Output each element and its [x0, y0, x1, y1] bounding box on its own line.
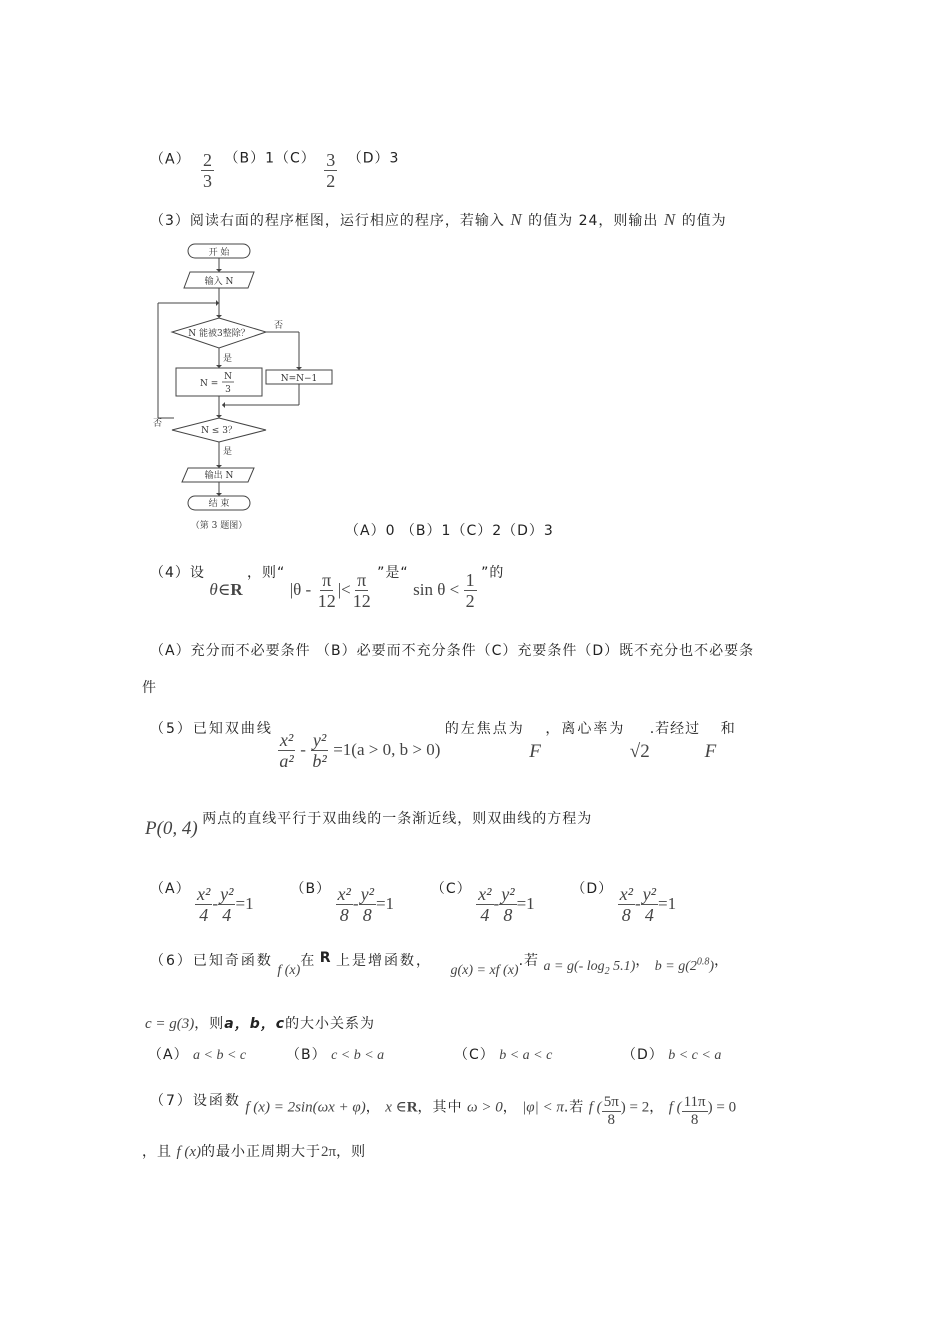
- q2-options: [150, 138, 400, 191]
- q6-option-a: （A） a < b < c: [148, 1047, 247, 1063]
- flow-caption: （第 3 题图）: [190, 521, 248, 531]
- flow-box-divide-lhs: N =: [200, 379, 219, 389]
- q7-5pi-over-8: $\frac{5\pi}{8}$: [603, 1094, 619, 1128]
- q3-label: （3）: [150, 213, 190, 229]
- q4-pi-over-12-b: $\frac{\pi}{12}$: [352, 570, 371, 611]
- q5-x2-over-a2: $\frac{\text{x²}}{\text{a²}}$: [279, 730, 294, 771]
- flow-no-2: 否: [153, 419, 163, 429]
- q2-option-c-label: （C）: [275, 150, 316, 167]
- q6-options: [148, 1044, 762, 1064]
- flow-input: 输入 N: [204, 277, 234, 287]
- q2-option-d-label: （D）: [347, 150, 390, 167]
- q4-options-line1: （A）充分而不必要条件 （B）必要而不充分条件（C）充要条件（D）既不充分也不必要条: [150, 643, 755, 659]
- q5-stem-line1: （5）已知双曲线 $\frac{\text{x²}}{\text{a²}}$ - $\frac{\text{y²}}{\text{b²}}$ =1(a > 0, b > 0) 的左焦点为 F ，离心率为 √2.若经过 F 和: [150, 721, 736, 771]
- flow-decision-le3: N ≤ 3？: [201, 426, 237, 436]
- q3-options: （A）0 （B）1（C）2（D）3: [345, 523, 554, 539]
- q2-option-a-fraction: $\frac{2}{3}$: [203, 150, 213, 191]
- flow-start: 开 始: [208, 248, 230, 258]
- q4-stem: （4）设 θ∈R ，则“ |θ - $\frac{\pi}{12}$ |< $\frac{\pi}{12}$ ”是“ sin θ < $\frac{1}{2}$ ”的: [150, 565, 505, 611]
- q5-options: [150, 878, 707, 925]
- q2-option-b-value: 1: [265, 150, 276, 167]
- q7-stem-line1: （7）设函数 f (x) = 2sin(ωx + φ)， x ∈R，其中 ω > 0， |φ| < π.若 f ( $\frac{5\pi}{8}$ ) = 2， f ( $\frac{11\pi}{8}$ ) = 0: [150, 1093, 737, 1128]
- flow-yes-1: 是: [223, 354, 233, 364]
- flow-end: 结 束: [208, 499, 230, 509]
- q5-option-c: （C） $\frac{\text{x²}}{4}$ - $\frac{\text{y²}}{8}$ =1: [430, 881, 535, 925]
- flow-box-divide-num: N: [224, 372, 232, 382]
- flow-no-1: 否: [274, 321, 284, 331]
- q7-stem-line2: ，且 f (x)的最小正周期大于2π，则: [142, 1144, 367, 1160]
- q5-stem-line2: P(0, 4) 两点的直线平行于双曲线的一条渐近线，则双曲线的方程为: [145, 811, 593, 839]
- q4-options-line2: 件: [142, 680, 157, 696]
- q7-11pi-over-8: $\frac{11\pi}{8}$: [683, 1094, 706, 1128]
- q6-option-d: （D） b < c < a: [622, 1047, 722, 1063]
- q2-option-c-fraction: $\frac{3}{2}$: [326, 150, 336, 191]
- q2-option-a-label: （A）: [150, 151, 191, 168]
- q6-option-b: （B） c < b < a: [286, 1047, 385, 1063]
- flow-output: 输出 N: [204, 471, 234, 481]
- q5-option-b: （B） $\frac{\text{x²}}{8}$ - $\frac{\text{y²}}{8}$ =1: [290, 881, 395, 925]
- q6-option-c: （C） b < a < c: [454, 1047, 553, 1063]
- q6-stem-line2: c = g(3)，则a，b，c的大小关系为: [145, 1016, 376, 1032]
- q5-option-a: （A） $\frac{\text{x²}}{4}$ - $\frac{\text{y²}}{4}$ =1: [150, 881, 254, 925]
- q5-option-d: （D） $\frac{\text{x²}}{8}$ - $\frac{\text{y²}}{4}$ =1: [571, 881, 677, 925]
- flow-box-divide-den: 3: [225, 385, 231, 395]
- q2-option-b-label: （B）: [224, 150, 266, 167]
- flow-yes-2: 是: [223, 447, 233, 457]
- q3-flowchart: [150, 240, 350, 540]
- q4-pi-over-12-a: $\frac{\pi}{12}$: [317, 570, 336, 611]
- flow-box-decrement: N=N−1: [280, 374, 318, 384]
- q6-stem-line1: （6）已知奇函数 f (x)在 R 上是增函数， g(x) = xf (x).若 a = g(- $\log_2 5.1$)， $b = g(2^{0.8})$，: [150, 950, 730, 978]
- q2-option-d-value: 3: [389, 150, 400, 167]
- q5-y2-over-b2: $\frac{\text{y²}}{\text{b²}}$: [312, 730, 327, 771]
- q3-stem: （3）阅读右面的程序框图，运行相应的程序，若输入 N 的值为 24，则输出 N 的值为: [150, 210, 727, 229]
- flow-decision-divisible: N 能被3整除？: [188, 329, 250, 339]
- q4-one-half: $\frac{1}{2}$: [465, 570, 475, 611]
